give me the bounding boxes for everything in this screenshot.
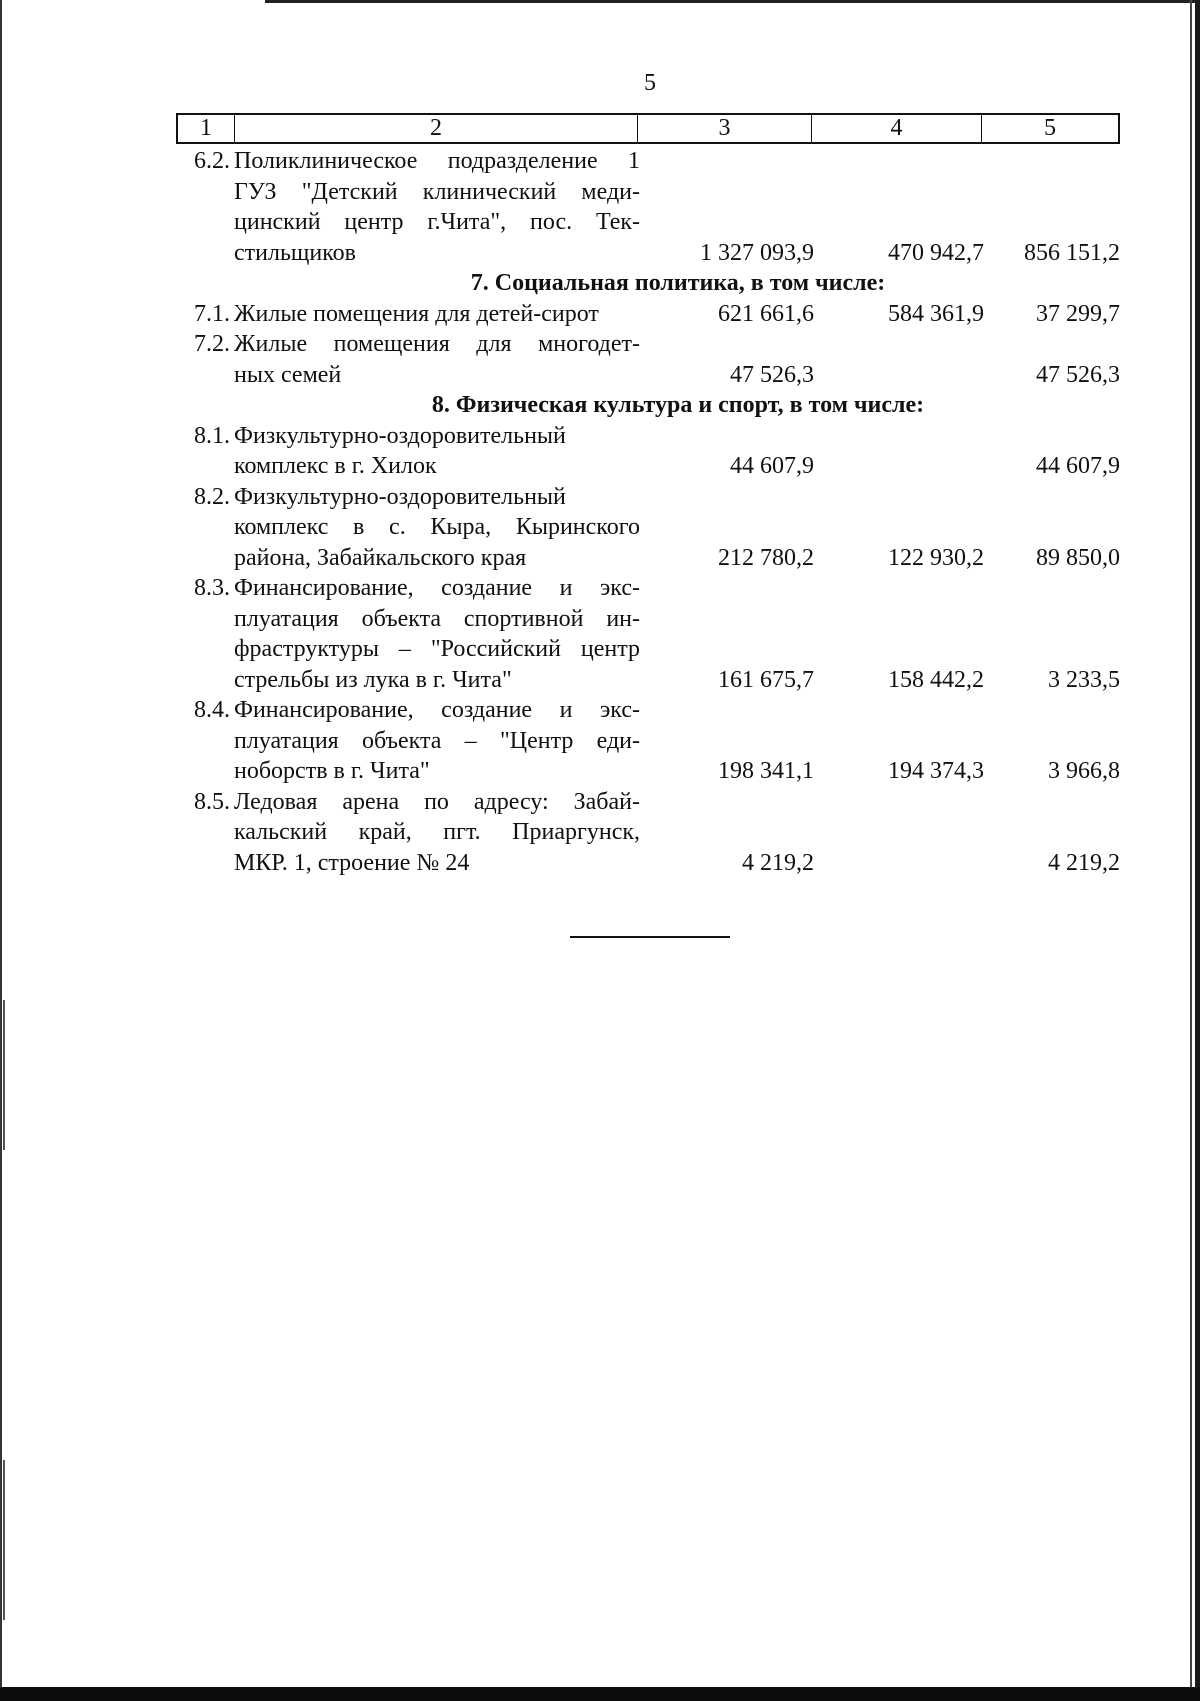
column-header-3: 3 — [638, 115, 812, 142]
value-column-3: 4 219,2 — [742, 849, 814, 876]
row-name-line: Физкультурно-оздоровительный — [234, 483, 566, 510]
row-name-line: плуатация объекта спортивной ин- — [234, 605, 640, 632]
table-header-row — [176, 113, 1120, 144]
column-header-4: 4 — [812, 115, 982, 142]
scan-artifact-right-edge — [1195, 0, 1200, 1701]
scan-artifact-left-edge — [0, 0, 2, 1701]
row-name-line: ноборств в г. Чита" — [234, 758, 430, 784]
section-heading: 8. Физическая культура и спорт, в том числе: — [431, 392, 925, 418]
row-name-line: плуатация объекта – "Центр еди- — [234, 727, 640, 754]
row-number: 8.4. — [194, 697, 230, 723]
row-name — [234, 146, 640, 268]
row-number: 6.2. — [194, 148, 230, 174]
value-column-3: 621 661,6 — [718, 300, 814, 327]
row-number: 8.3. — [194, 575, 230, 601]
value-column-3: 47 526,3 — [730, 361, 814, 388]
row-name — [234, 573, 640, 695]
value-column-3: 44 607,9 — [730, 453, 814, 479]
row-name-line: комплекс в с. Кыра, Кыринского — [234, 514, 640, 540]
row-name-line: Финансирование, создание и экс- — [234, 697, 640, 723]
value-column-3: 1 327 093,9 — [700, 239, 814, 266]
row-name-line: Жилые помещения для детей-сирот — [234, 300, 599, 327]
value-column-5: 856 151,2 — [1024, 239, 1120, 266]
section-heading: 7. Социальная политика, в том числе: — [470, 270, 886, 296]
table-row — [176, 299, 1120, 330]
row-number: 7.1. — [194, 300, 230, 327]
row-name-line: цинский центр г.Чита", пос. Тек- — [234, 209, 640, 235]
value-column-5: 47 526,3 — [1036, 361, 1120, 388]
row-name-line: комплекс в г. Хилок — [234, 453, 437, 479]
table-row — [176, 329, 1120, 390]
value-column-5: 44 607,9 — [1036, 453, 1120, 479]
row-name-line: Ледовая арена по адресу: Забай- — [234, 788, 640, 815]
scan-artifact-top-line — [265, 0, 1200, 3]
column-header-5: 5 — [1044, 115, 1056, 141]
table-row — [176, 695, 1120, 787]
value-column-4: 584 361,9 — [888, 300, 984, 327]
row-name-line: МКР. 1, строение № 24 — [234, 849, 470, 876]
row-name-line: Физкультурно-оздоровительный — [234, 422, 566, 449]
table-body — [176, 146, 1120, 878]
row-name — [234, 787, 640, 879]
row-name — [234, 695, 640, 787]
value-column-5: 3 233,5 — [1048, 666, 1120, 693]
scan-artifact-bottom-bar — [0, 1687, 1200, 1701]
value-column-3: 198 341,1 — [718, 758, 814, 784]
row-name-line: фраструктуры – "Российский центр — [234, 636, 640, 662]
row-number: 8.2. — [194, 483, 230, 510]
row-name-line: ных семей — [234, 361, 342, 388]
row-number: 7.2. — [194, 331, 230, 357]
row-name — [234, 421, 640, 482]
value-column-4: 194 374,3 — [888, 758, 984, 784]
row-number: 8.5. — [194, 788, 230, 815]
scan-artifact-left-mark — [3, 1460, 5, 1620]
table-row — [176, 146, 1120, 268]
row-name-line: Финансирование, создание и экс- — [234, 575, 640, 601]
row-name-line: кальский край, пгт. Приаргунск, — [234, 819, 640, 845]
value-column-5: 37 299,7 — [1036, 300, 1120, 327]
table-row — [176, 482, 1120, 574]
row-name — [234, 482, 640, 574]
row-name-line: стильщиков — [234, 239, 357, 266]
value-column-4: 158 442,2 — [888, 666, 984, 693]
closing-rule — [570, 936, 730, 938]
value-column-3: 161 675,7 — [718, 666, 814, 693]
row-name-line: ГУЗ "Детский клинический меди- — [234, 178, 640, 205]
row-name — [234, 299, 640, 330]
column-header-2: 2 — [235, 115, 638, 142]
row-name-line: района, Забайкальского края — [234, 544, 527, 571]
table-row — [176, 421, 1120, 482]
scan-artifact-right-inner-edge — [1190, 0, 1192, 1701]
row-number: 8.1. — [194, 422, 230, 449]
value-column-3: 212 780,2 — [718, 544, 814, 571]
value-column-4: 122 930,2 — [888, 544, 984, 571]
row-name-line: Жилые помещения для многодет- — [234, 331, 640, 357]
table-row — [176, 787, 1120, 879]
row-name — [234, 329, 640, 390]
page-number: 5 — [644, 70, 656, 96]
table-row — [176, 573, 1120, 695]
value-column-5: 4 219,2 — [1048, 849, 1120, 876]
scan-artifact-left-mark — [3, 1000, 5, 1150]
value-column-5: 3 966,8 — [1048, 758, 1120, 784]
value-column-4: 470 942,7 — [888, 239, 984, 266]
value-column-5: 89 850,0 — [1036, 544, 1120, 571]
row-name-line: стрельбы из лука в г. Чита" — [234, 666, 512, 693]
column-header-1: 1 — [178, 115, 235, 142]
row-name-line: Поликлиническое подразделение 1 — [234, 148, 640, 174]
